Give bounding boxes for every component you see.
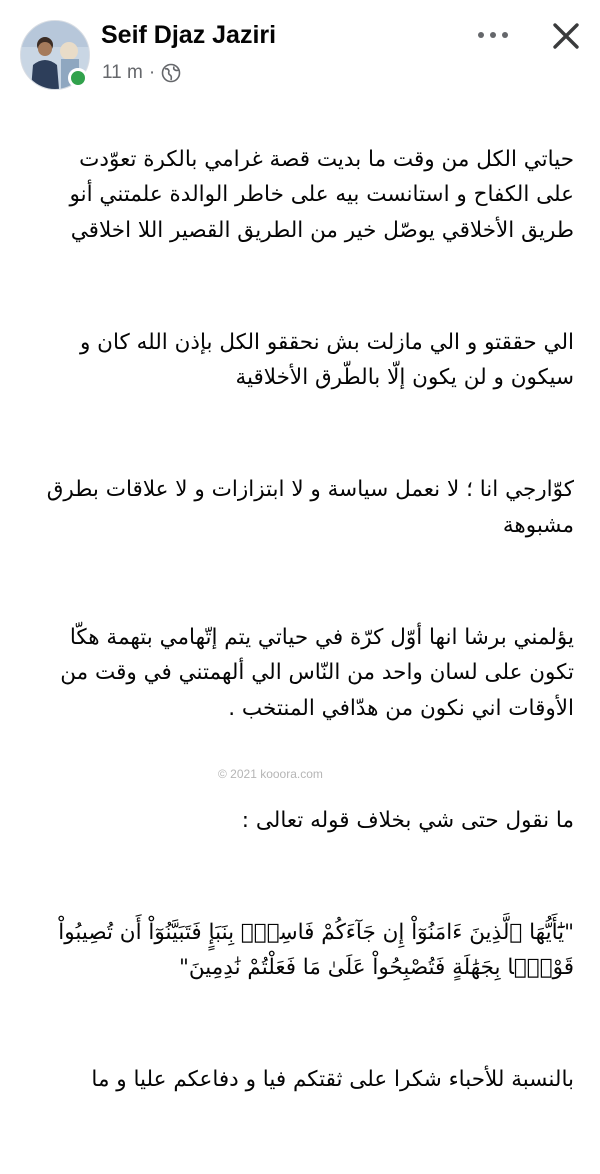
globe-icon[interactable]	[161, 63, 181, 83]
post-paragraph: الي حققتو و الي مازلت بش نحققو الكل بإذن الله كان و سيكون و لن يكون إلّا بالطّرق الأخلاقية	[79, 329, 574, 390]
author-name[interactable]: Seif Djaz Jaziri	[101, 21, 277, 49]
post-paragraph: ما نقول حتى شي بخلاف قوله تعالى :	[241, 807, 574, 833]
meta-separator: ·	[148, 62, 156, 83]
more-horizontal-icon-dot	[502, 32, 508, 38]
close-button[interactable]	[551, 21, 581, 51]
more-horizontal-icon-dot	[490, 32, 496, 38]
post-body	[18, 106, 574, 1174]
post-header	[0, 0, 600, 100]
post-paragraph: بالنسبة للأحباء شكرا على ثقتكم فيا و دفاعكم عليا و ما	[91, 1067, 574, 1092]
post-paragraph: كوّارجي انا ؛ لا نعمل سياسة و لا ابتزازات و لا علاقات بطرق مشبوهة	[46, 477, 574, 538]
post-meta	[102, 60, 181, 86]
close-icon	[551, 21, 581, 51]
more-options-button[interactable]	[478, 24, 508, 46]
post-paragraph: يؤلمني برشا انها أوّل كرّة في حياتي يتم إتّهامي بتهمة هكّا تكون على لسان واحد من النّاس الي ألهمتني في وقت من الأوقات اني نكون من هدّافي المنتخب .	[60, 624, 574, 721]
online-status-indicator	[68, 68, 88, 88]
watermark: © 2021 kooora.com	[218, 767, 323, 781]
post-paragraph: حياتي الكل من وقت ما بديت قصة غرامي بالكرة تعوّدت على الكفاح و استانست بيه على خاطر الوالدة علمتني أنو طريق الأخلاقي يوصّل خير من الطريق القصير اللا اخلاقي	[69, 146, 574, 243]
more-horizontal-icon	[478, 32, 484, 38]
quran-quote: "يَٰٓأَيُّهَا ٱلَّذِينَ ءَامَنُوٓاْ إِن جَآءَكُمْ فَاسِقُۢ بِنَبَإٍ فَتَبَيَّنُوٓاْ أَن تُصِيبُواْ قَوْمًۢا بِجَهَٰلَةٍ فَتُصْبِحُواْ عَلَىٰ مَا فَعَلْتُمْ نَٰدِمِينَ"	[58, 919, 574, 980]
post-timestamp[interactable]: 11 m	[102, 62, 143, 83]
